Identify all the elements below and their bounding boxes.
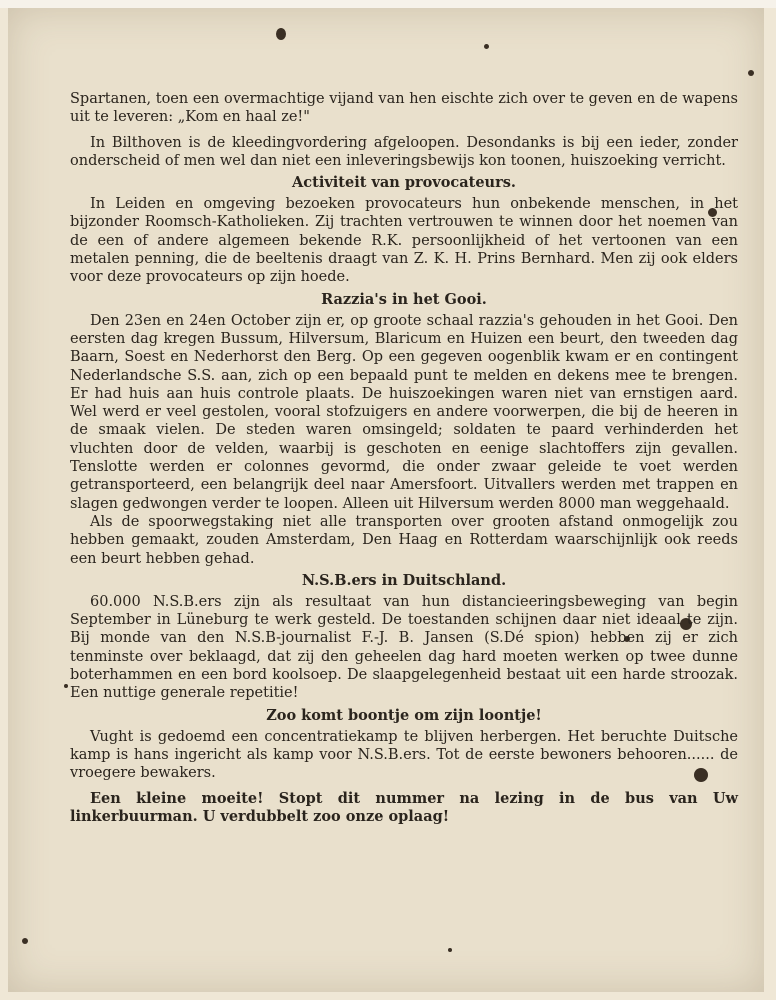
paragraph-spoorwegstaking: Als de spoorwegstaking niet alle transporten over grooten afstand onmogelijk zou hebben gemaakt, zouden Amsterdam, Den Haag en Rotterdam waarschijnlijk ook reeds een beurt hebben gehad. — [70, 513, 738, 567]
paragraph-vught: Vught is gedoemd een concentratiekamp te blijven herbergen. Het beruchte Duitsche kamp is hans ingericht als kamp voor N.S.B.ers. Tot de eerste bewoners behooren...... de vroegere bewakers. — [70, 728, 738, 782]
heading-razzias: Razzia's in het Gooi. — [321, 290, 487, 308]
paragraph-spartanen: Spartanen, toen een overmachtige vijand van hen eischte zich over te geven en de wapens uit te leveren: „Kom en haal ze!" — [70, 91, 738, 126]
paragraph-nsb-duitschland: 60.000 N.S.B.ers zijn als resultaat van hun distancieeringsbeweging van begin September in Lüneburg te werk gesteld. De toestanden schijnen daar niet ideaal te zijn. Bij monde van den N.S.B-journalist F.-J. B. Jansen (S.Dé spion) hebben zij er zich tenminste over beklaagd, dat zij den geheelen dag hard moeten werken op twee dunne boterhammen en een bord koolsoep. De slaapgelegenheid bestaat uit een harde stroozak. Een nuttige generale repetitie! — [70, 593, 738, 702]
paragraph-razzias: Den 23en en 24en October zijn er, op groote schaal razzia's gehouden in het Gooi. Den eersten dag kregen Bussum, Hilversum, Blaricum en Huizen een beurt, den tweeden dag Baarn, Soest en Nederhorst den Berg. Op een gegeven oogenblik kwam er en contingent Nederlandsche S.S. aan, zich op een bepaald punt te melden en dekens mee te brengen. Er had huis aan huis controle plaats. De huiszoekingen waren niet van ernstigen aard. Wel werd er veel gestolen, vooral stofzuigers en andere voorwerpen, die bij de heeren in de smaak vielen. De steden waren omsingeld; soldaten te paard verhinderden het vluchten door de velden, waarbij is geschoten en eenige slachtoffers zijn gevallen. Tenslotte werden er colonnes gevormd, die onder zwaar geleide te voet werden getransporteerd, een belangrijk deel naar Amersfoort. Uitvallers werden met trappen en slagen gedwongen verder te loopen. Alleen uit Hilversum werden 8000 man weggehaald. — [70, 312, 738, 512]
ink-spot — [448, 948, 452, 952]
ink-spot — [484, 44, 489, 49]
heading-nsb-duitschland: N.S.B.ers in Duitschland. — [301, 571, 507, 589]
ink-spot — [748, 70, 754, 76]
paragraph-bilthoven: In Bilthoven is de kleedingvordering afgeloopen. Desondanks is bij een ieder, zonder onderscheid of men wel dan niet een inleveringsbewijs kon toonen, huiszoeking verricht. — [70, 134, 738, 169]
paragraph-provocateurs: In Leiden en omgeving bezoeken provocateurs hun onbekende menschen, in het bijzonder Roomsch-Katholieken. Zij trachten vertrouwen te winnen door het noemen van de een of andere algemeen bekende R.K. persoonlijkheid of het vertoonen van een metalen penning, die de beeltenis draagt van Z. K. H. Prins Bernhard. Men zij ook elders voor deze provocateurs op zijn hoede. — [70, 196, 738, 286]
page-top-edge — [0, 0, 776, 8]
closing-note: Een kleine moeite! Stopt dit nummer na lezing in de bus van Uw linkerbuurman. U verdubbelt zoo onze oplaag! — [70, 789, 738, 825]
heading-provocateurs: Activiteit van provocateurs. — [292, 174, 516, 192]
ink-spot — [276, 28, 286, 40]
document-body — [70, 90, 738, 826]
ink-spot — [64, 684, 68, 688]
ink-spot — [22, 938, 28, 944]
heading-boontje: Zoo komt boontje om zijn loontje! — [266, 706, 542, 724]
